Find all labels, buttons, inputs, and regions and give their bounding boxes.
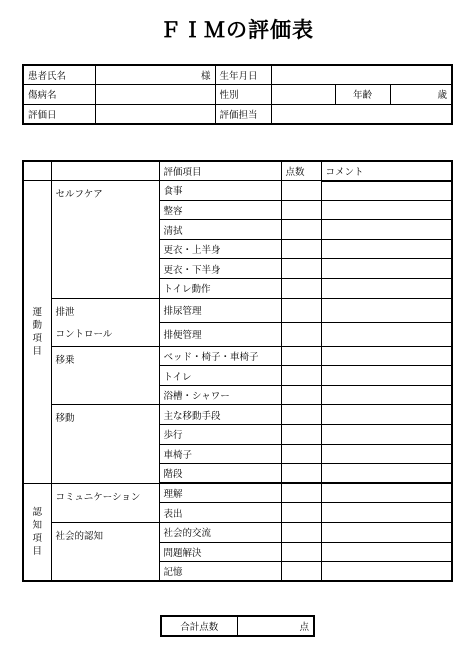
table-row: [23, 405, 452, 425]
cognitive-section-label-char: 項: [32, 533, 42, 545]
category-cell: [51, 523, 159, 582]
score-cell[interactable]: [281, 542, 321, 562]
comment-cell[interactable]: [321, 425, 452, 445]
table-header-row: [23, 161, 452, 181]
category-cell: [51, 298, 159, 346]
category-cell: [51, 346, 159, 405]
item-label: 排便管理: [159, 322, 281, 346]
cognitive-section-label-char: 目: [32, 546, 42, 558]
item-label: 更衣・下半身: [159, 259, 281, 279]
score-cell[interactable]: [281, 322, 321, 346]
comment-cell[interactable]: [321, 366, 452, 386]
score-cell[interactable]: [281, 562, 321, 582]
category-label: 移動: [55, 413, 75, 425]
header-score: 点数: [281, 161, 321, 181]
category-label: 社会的認知: [55, 531, 104, 542]
category-cell: [51, 405, 159, 483]
score-cell[interactable]: [281, 483, 321, 503]
evaluator-field[interactable]: [271, 104, 452, 124]
score-cell[interactable]: [281, 523, 321, 543]
comment-cell[interactable]: [321, 503, 452, 523]
item-label: 表出: [159, 503, 281, 523]
motor-section-label-char: 運: [32, 306, 42, 318]
age-unit: 歳: [437, 90, 448, 102]
item-label: 整容: [159, 200, 281, 220]
score-cell[interactable]: [281, 346, 321, 366]
comment-cell[interactable]: [321, 239, 452, 259]
comment-cell[interactable]: [321, 200, 452, 220]
cognitive-section-label-char: 知: [32, 520, 42, 532]
disease-field[interactable]: [95, 85, 215, 105]
eval-date-label: 評価日: [23, 104, 95, 124]
item-label: 階段: [159, 464, 281, 484]
comment-cell[interactable]: [321, 405, 452, 425]
category-cell: [51, 483, 159, 522]
category-label: セルフケア: [55, 189, 103, 201]
score-cell[interactable]: [281, 200, 321, 220]
header-blank-section: [23, 161, 51, 181]
score-cell[interactable]: [281, 425, 321, 445]
header-blank-category: [51, 161, 159, 181]
category-label: コントロール: [55, 328, 113, 340]
table-row: [23, 181, 452, 201]
eval-date-field[interactable]: [95, 104, 215, 124]
item-label: 浴槽・シャワー: [159, 385, 281, 405]
comment-cell[interactable]: [321, 562, 452, 582]
item-label: 食事: [159, 181, 281, 201]
item-label: 記憶: [159, 562, 281, 582]
evaluator-label: 評価担当: [215, 104, 271, 124]
table-row: [23, 523, 452, 543]
birthdate-field[interactable]: [271, 65, 452, 85]
comment-cell[interactable]: [321, 346, 452, 366]
item-label: 車椅子: [159, 444, 281, 464]
cognitive-section-label: [23, 483, 51, 581]
comment-cell[interactable]: [321, 322, 452, 346]
comment-cell[interactable]: [321, 483, 452, 503]
item-label: 歩行: [159, 425, 281, 445]
cognitive-section-label-char: 認: [32, 507, 42, 519]
comment-cell[interactable]: [321, 385, 452, 405]
header-comment: コメント: [321, 161, 452, 181]
score-cell[interactable]: [281, 366, 321, 386]
total-score-table: [160, 615, 315, 637]
item-label: 清拭: [159, 220, 281, 240]
item-label: 社会的交流: [159, 523, 281, 543]
birthdate-label: 生年月日: [215, 65, 271, 85]
table-row: [23, 346, 452, 366]
item-label: 更衣・上半身: [159, 239, 281, 259]
total-score-field[interactable]: [237, 616, 314, 636]
score-cell[interactable]: [281, 259, 321, 279]
fim-evaluation-table: [22, 160, 453, 582]
category-label: コミュニケーション: [55, 491, 141, 503]
item-label: トイレ: [159, 366, 281, 386]
item-label: ベッド・椅子・車椅子: [159, 346, 281, 366]
comment-cell[interactable]: [321, 523, 452, 543]
page-title: ＦＩＭの評価表: [160, 18, 314, 42]
comment-cell[interactable]: [321, 444, 452, 464]
honorific: 様: [200, 71, 211, 82]
sex-field[interactable]: [271, 85, 335, 105]
total-score-label: 合計点数: [161, 616, 237, 636]
table-row: [23, 298, 452, 322]
patient-name-label: 患者氏名: [23, 65, 95, 85]
score-cell[interactable]: [281, 220, 321, 240]
score-cell[interactable]: [281, 503, 321, 523]
disease-label: 傷病名: [23, 85, 95, 105]
age-label: 年齢: [335, 85, 390, 105]
comment-cell[interactable]: [321, 279, 452, 299]
total-score-unit: 点: [299, 622, 309, 633]
score-cell[interactable]: [281, 464, 321, 484]
motor-section-label-char: 目: [32, 345, 42, 357]
comment-cell[interactable]: [321, 542, 452, 562]
score-cell[interactable]: [281, 444, 321, 464]
category-label: 移乗: [55, 354, 75, 366]
score-cell[interactable]: [281, 239, 321, 259]
comment-cell[interactable]: [321, 298, 452, 322]
motor-section-label-char: 動: [32, 319, 42, 331]
score-cell[interactable]: [281, 405, 321, 425]
score-cell[interactable]: [281, 279, 321, 299]
category-label: 排泄: [55, 306, 75, 318]
motor-section-label-char: 項: [32, 332, 42, 344]
comment-cell[interactable]: [321, 181, 452, 201]
item-label: 排尿管理: [159, 298, 281, 322]
table-row: [23, 483, 452, 503]
score-cell[interactable]: [281, 385, 321, 405]
comment-cell[interactable]: [321, 464, 452, 484]
patient-name-field[interactable]: [95, 65, 215, 85]
age-field[interactable]: [390, 85, 452, 105]
score-cell[interactable]: [281, 181, 321, 201]
header-item: 評価項目: [159, 161, 281, 181]
comment-cell[interactable]: [321, 220, 452, 240]
score-cell[interactable]: [281, 298, 321, 322]
patient-info-table: [22, 64, 453, 125]
comment-cell[interactable]: [321, 259, 452, 279]
motor-section-label: [23, 181, 51, 484]
item-label: 問題解決: [159, 542, 281, 562]
item-label: トイレ動作: [159, 279, 281, 299]
sex-label: 性別: [215, 85, 271, 105]
item-label: 理解: [159, 483, 281, 503]
category-cell: [51, 181, 159, 299]
item-label: 主な移動手段: [159, 405, 281, 425]
